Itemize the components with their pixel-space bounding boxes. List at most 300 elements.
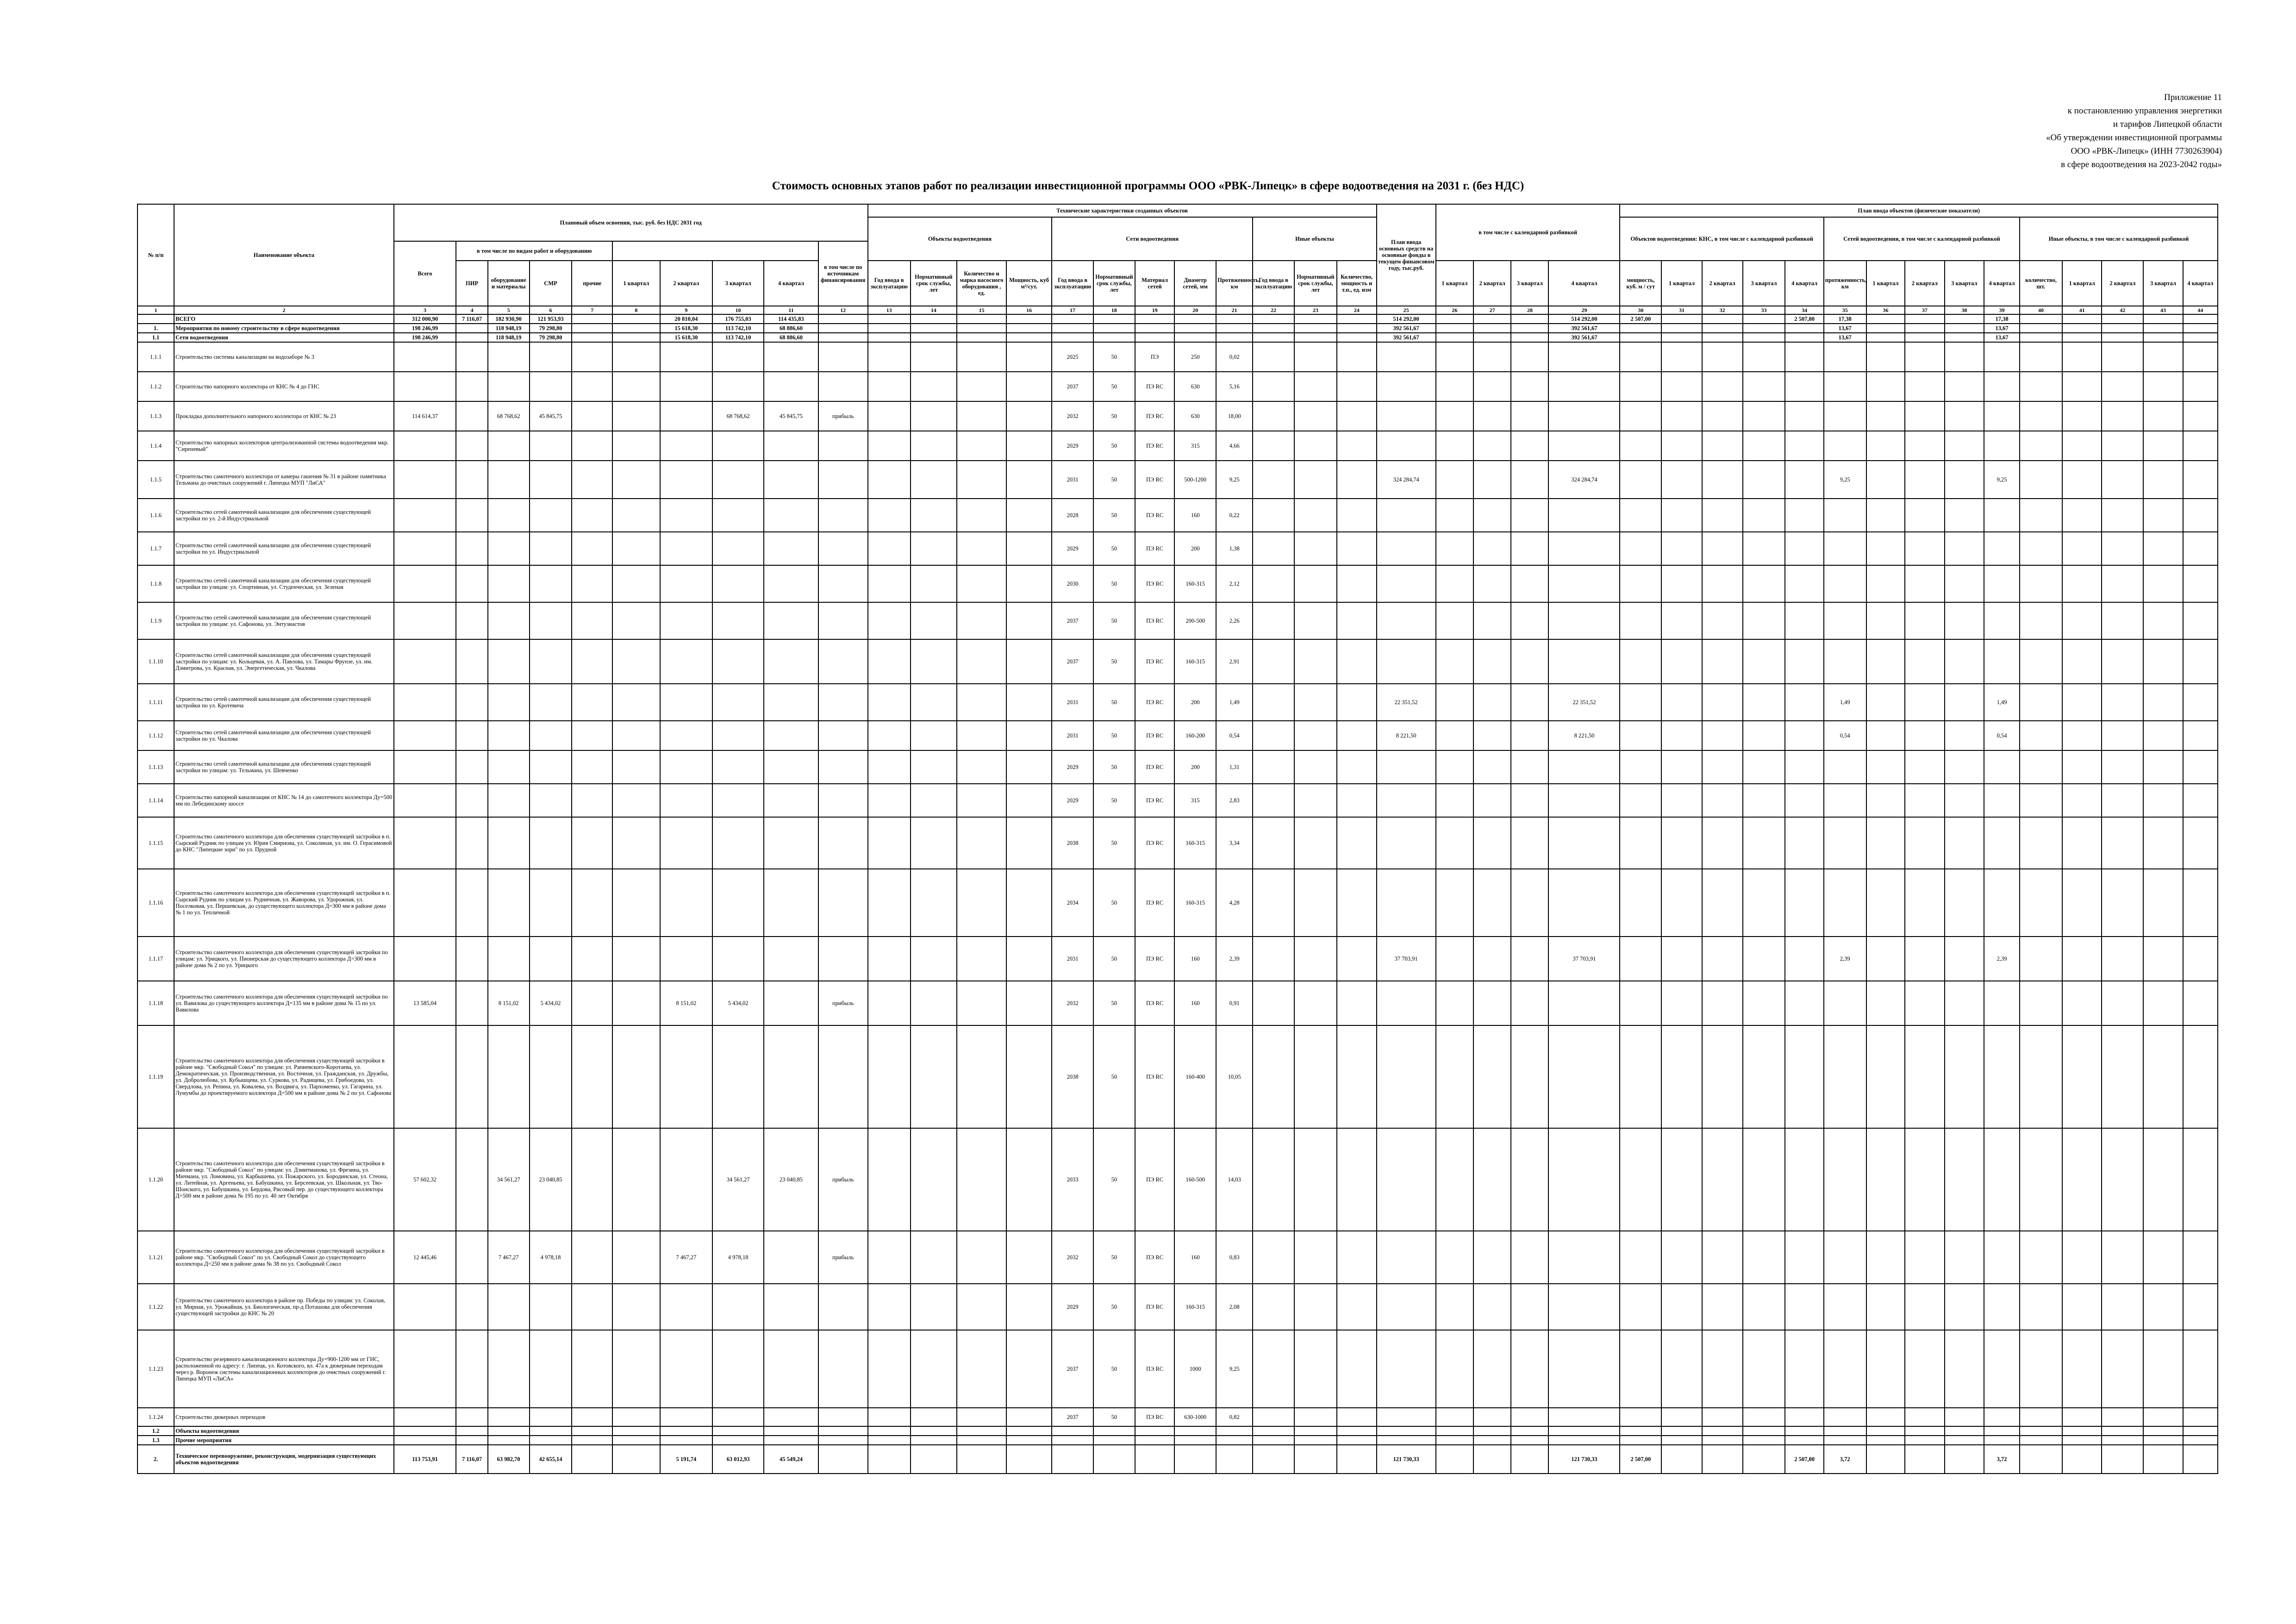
table-cell [1511,324,1548,333]
table-cell [2062,1128,2102,1231]
table-cell [1824,1436,1866,1445]
table-cell [1661,461,1702,499]
table-cell: 2029 [1052,750,1093,784]
table-cell [456,784,487,817]
table-cell: 630 [1174,401,1216,431]
table-cell [530,784,572,817]
table-cell [394,602,456,639]
table-cell [1548,401,1620,431]
table-cell [1216,324,1253,333]
table-cell [1377,1025,1436,1128]
table-cell: 113 742,10 [712,333,764,342]
table-cell [818,565,868,602]
table-cell [1337,1408,1377,1426]
table-cell [612,1445,660,1474]
table-cell: 324 284,74 [1548,461,1620,499]
table-cell [530,639,572,684]
column-number: 37 [1905,306,1945,314]
table-cell [612,602,660,639]
table-cell [612,684,660,721]
table-row [137,1231,2218,1284]
table-cell [530,869,572,937]
table-cell [764,532,818,565]
table-cell [660,1330,712,1408]
table-cell [868,1231,911,1284]
table-cell [1905,981,1945,1025]
table-cell [1473,1445,1511,1474]
table-cell [1984,981,2020,1025]
column-number: 16 [1006,306,1052,314]
table-cell [2062,1436,2102,1445]
table-cell [572,1231,612,1284]
table-cell [488,372,530,401]
table-cell [2062,499,2102,532]
table-cell [1945,721,1984,750]
table-cell [957,750,1006,784]
table-cell [1945,817,1984,869]
table-cell [868,401,911,431]
table-cell [868,499,911,532]
table-cell: 121 953,93 [530,314,572,324]
table-cell [1661,602,1702,639]
header-equipment: оборудование и материалы [488,261,530,306]
table-cell [1743,869,1785,937]
table-cell [1824,750,1866,784]
table-row [137,639,2218,684]
table-cell [1743,937,1785,981]
table-cell [612,342,660,372]
table-cell [1743,431,1785,461]
table-cell [957,499,1006,532]
table-cell [764,499,818,532]
table-cell [1661,342,1702,372]
table-cell: 1000 [1174,1330,1216,1408]
table-cell [764,1025,818,1128]
table-cell [1824,1284,1866,1330]
table-cell [1473,1408,1511,1426]
row-number: 1.1.20 [137,1128,174,1231]
table-cell [1702,784,1743,817]
table-cell: 182 930,90 [488,314,530,324]
table-cell: ПЭ RC [1135,684,1175,721]
table-cell [911,721,957,750]
table-cell [818,869,868,937]
table-cell [1984,784,2020,817]
row-number: 1.1.15 [137,817,174,869]
table-cell [1337,532,1377,565]
row-number: 1.1.17 [137,937,174,981]
table-cell [1661,1231,1702,1284]
table-cell [911,1436,957,1445]
table-cell: 50 [1093,1284,1135,1330]
table-cell [1945,937,1984,981]
table-cell [1785,1284,1823,1330]
table-cell: 5 434,02 [712,981,764,1025]
table-cell: 113 753,91 [394,1445,456,1474]
table-cell [818,602,868,639]
table-cell [1052,1426,1093,1436]
table-cell [911,639,957,684]
table-cell [1702,1025,1743,1128]
table-cell [818,817,868,869]
table-cell [1253,1436,1294,1445]
header-q3s: 3 квартал [1511,261,1548,306]
table-cell [2102,532,2143,565]
table-cell: 68 768,62 [488,401,530,431]
table-cell [1661,324,1702,333]
table-cell: ПЭ RC [1135,784,1175,817]
table-cell: 0,22 [1216,499,1253,532]
table-cell [911,750,957,784]
table-cell [1216,1436,1253,1445]
table-cell [2102,721,2143,750]
table-cell [1945,372,1984,401]
column-number: 11 [764,306,818,314]
table-cell [1473,1025,1511,1128]
table-cell [2020,684,2062,721]
column-number: 39 [1984,306,2020,314]
table-cell [660,684,712,721]
table-cell [1294,401,1337,431]
table-cell [394,721,456,750]
table-cell [1620,784,1661,817]
table-cell [1253,750,1294,784]
table-cell: 50 [1093,1025,1135,1128]
table-cell [1548,1330,1620,1408]
table-cell [1006,461,1052,499]
table-cell [488,499,530,532]
table-cell: 113 742,10 [712,324,764,333]
table-cell [911,1330,957,1408]
table-cell [1511,1445,1548,1474]
table-cell [1620,565,1661,602]
table-cell [1945,981,1984,1025]
table-cell [2143,937,2183,981]
table-cell: 42 655,14 [530,1445,572,1474]
table-cell [1253,372,1294,401]
table-cell: 514 292,00 [1548,314,1620,324]
table-cell: 50 [1093,461,1135,499]
table-cell [2183,817,2218,869]
column-number: 42 [2102,306,2143,314]
table-row [137,314,2218,324]
table-cell [572,1436,612,1445]
table-cell: ПЭ RC [1135,401,1175,431]
table-cell [1866,1231,1905,1284]
table-cell [1548,1426,1620,1436]
table-cell: 2030 [1052,565,1093,602]
table-cell [2143,499,2183,532]
table-cell [1006,981,1052,1025]
table-cell: 18,00 [1216,401,1253,431]
table-cell [1436,1231,1473,1284]
table-cell [1337,817,1377,869]
table-cell [456,721,487,750]
table-cell [712,1025,764,1128]
table-cell: 13,67 [1824,324,1866,333]
table-cell [957,314,1006,324]
table-cell [530,1426,572,1436]
table-cell [1294,721,1337,750]
table-row [137,499,2218,532]
table-cell: 2031 [1052,461,1093,499]
table-cell [1785,750,1823,784]
column-number: 24 [1337,306,1377,314]
table-cell [2183,565,2218,602]
table-cell [488,1330,530,1408]
table-cell [1984,565,2020,602]
header-volume: Плановый объем освоения, тыс. руб. без НДС 2031 год [394,204,868,241]
column-number: 7 [572,306,612,314]
row-number: 1.1.4 [137,431,174,461]
table-cell [1473,639,1511,684]
table-cell [2102,431,2143,461]
table-cell [1905,372,1945,401]
header-ph-other-q3: 3 квартал [2143,261,2183,306]
table-cell: 200 [1174,532,1216,565]
table-cell [2183,981,2218,1025]
table-cell: ПЭ RC [1135,372,1175,401]
table-cell [957,1436,1006,1445]
column-number: 30 [1620,306,1661,314]
table-cell [1905,565,1945,602]
table-cell [1377,532,1436,565]
object-name: Строительство сетей самотечной канализации для обеспечения существующей застройки по улицам: ул. Сафонова, ул. Энтузиастов [174,602,394,639]
column-number: 38 [1945,306,1984,314]
table-cell [1620,461,1661,499]
table-row [137,1445,2218,1474]
table-cell [1905,684,1945,721]
table-cell [2102,750,2143,784]
table-cell [1785,1426,1823,1436]
table-cell [660,532,712,565]
table-cell [456,981,487,1025]
table-cell [1436,684,1473,721]
table-cell [1984,499,2020,532]
table-cell [1337,1436,1377,1445]
table-cell [1743,1330,1785,1408]
table-cell [572,499,612,532]
table-cell [1984,817,2020,869]
appendix-block [1666,91,2222,171]
table-cell [2183,1128,2218,1231]
table-cell [1337,869,1377,937]
table-cell [2183,1231,2218,1284]
table-cell [957,721,1006,750]
object-name: Строительство сетей самотечной канализации для обеспечения существующей застройки по улицам: ул. Кольцевая, ул. А. Павлова, ул. Тамары Фрунзе, ул. им. Дзмитрова, ул. Красная, ул. Энергетическая, ул. Чкалова [174,639,394,684]
table-cell [530,1025,572,1128]
table-cell [1702,817,1743,869]
table-cell [1511,639,1548,684]
table-cell [2062,602,2102,639]
table-cell: 200-500 [1174,602,1216,639]
table-cell [1473,602,1511,639]
table-cell [2183,750,2218,784]
table-cell: 7 116,07 [456,314,487,324]
header-ph-wobj-q4: 4 квартал [1785,261,1823,306]
table-cell [1785,817,1823,869]
table-cell [1620,333,1661,342]
object-name: Объекты водоотведения [174,1426,394,1436]
table-cell: 9,25 [1216,461,1253,499]
table-cell [530,937,572,981]
table-cell: прибыль [818,1231,868,1284]
table-cell [1006,684,1052,721]
table-cell [1006,431,1052,461]
table-cell [2020,721,2062,750]
column-number: 41 [2062,306,2102,314]
table-cell [394,461,456,499]
table-cell [868,431,911,461]
row-number: 1.1.8 [137,565,174,602]
table-cell [1824,431,1866,461]
table-cell [2183,784,2218,817]
table-cell [1743,721,1785,750]
table-cell [868,639,911,684]
column-number: 19 [1135,306,1175,314]
table-cell [1866,565,1905,602]
column-number: 12 [818,306,868,314]
table-cell [1620,602,1661,639]
header-q2: 2 квартал [660,261,712,306]
table-cell [2102,1284,2143,1330]
table-cell [1473,981,1511,1025]
table-cell [712,499,764,532]
table-cell [1337,981,1377,1025]
table-cell: 160-315 [1174,565,1216,602]
table-cell: 200 [1174,750,1216,784]
row-number: 1.1.23 [137,1330,174,1408]
table-cell [1294,937,1337,981]
table-cell [1135,333,1175,342]
table-cell [2102,499,2143,532]
table-cell [1294,1445,1337,1474]
row-number: 1.1.1 [137,342,174,372]
table-cell [660,937,712,981]
table-cell [1006,1025,1052,1128]
table-cell [1006,1284,1052,1330]
table-cell [2020,1426,2062,1436]
table-cell [572,565,612,602]
table-cell [660,565,712,602]
table-cell [1702,1128,1743,1231]
table-row [137,461,2218,499]
table-cell [2062,1408,2102,1426]
object-name: Строительство самотечного коллектора от камеры гашения № 31 в районе памятника Тельмана до очистных сооружений г. Липецка МУП "ЛиСА" [174,461,394,499]
table-cell [612,639,660,684]
table-cell [1743,532,1785,565]
table-cell [1473,1330,1511,1408]
row-number: 1.1.11 [137,684,174,721]
table-cell [612,532,660,565]
column-number: 2 [174,306,394,314]
table-cell [1620,750,1661,784]
table-cell [2062,684,2102,721]
header-oo-qty: Количество, мощность и т.п., ед. изм [1337,261,1377,306]
column-number: 9 [660,306,712,314]
table-cell [868,1445,911,1474]
table-cell: 2,26 [1216,602,1253,639]
table-cell: 12 445,46 [394,1231,456,1284]
table-cell [1743,1231,1785,1284]
table-cell: 198 246,99 [394,324,456,333]
table-cell [1377,1408,1436,1426]
table-cell: 324 284,74 [1377,461,1436,499]
table-cell: ПЭ RC [1135,1128,1175,1231]
table-cell [911,1231,957,1284]
table-cell [1006,721,1052,750]
table-cell [1702,602,1743,639]
table-cell [1702,1436,1743,1445]
table-cell [712,1330,764,1408]
table-cell [1436,324,1473,333]
table-cell [2062,342,2102,372]
object-name: Прокладка дополнительного напорного коллектора от КНС № 23 [174,401,394,431]
table-cell [1866,1408,1905,1426]
table-cell [394,784,456,817]
table-cell [1337,639,1377,684]
table-cell [1473,937,1511,981]
table-cell [1905,1330,1945,1408]
table-cell [1702,937,1743,981]
table-cell [394,1426,456,1436]
table-cell [911,1426,957,1436]
table-cell [1436,565,1473,602]
table-cell [868,565,911,602]
table-cell [911,1284,957,1330]
table-cell [1473,721,1511,750]
table-cell: 63 012,93 [712,1445,764,1474]
table-cell [1006,784,1052,817]
table-cell [572,639,612,684]
table-cell [911,937,957,981]
header-ph-wobj: Объектов водоотведения: КНС, в том числе с календарной разбивкой [1620,217,1823,261]
table-cell: 50 [1093,431,1135,461]
table-cell [1785,1231,1823,1284]
table-cell [2062,1231,2102,1284]
table-cell [712,784,764,817]
table-cell [2102,937,2143,981]
table-cell [712,431,764,461]
table-cell [1436,817,1473,869]
table-cell [530,1408,572,1426]
table-cell: 50 [1093,869,1135,937]
table-cell [456,532,487,565]
table-cell [1661,784,1702,817]
table-cell [1337,342,1377,372]
table-cell [1006,1426,1052,1436]
table-cell [1337,602,1377,639]
table-cell [1785,937,1823,981]
table-cell [1436,372,1473,401]
table-cell [612,401,660,431]
header-ph-nets-q4: 4 квартал [1984,261,2020,306]
table-cell: 50 [1093,401,1135,431]
table-cell [2020,1445,2062,1474]
column-number: 33 [1743,306,1785,314]
header-net-material: Материал сетей [1135,261,1175,306]
table-cell [1377,1284,1436,1330]
table-cell [1661,1025,1702,1128]
table-cell [1377,1128,1436,1231]
table-cell [957,784,1006,817]
table-cell [660,499,712,532]
table-cell [1511,499,1548,532]
table-cell [1905,1408,1945,1426]
table-cell [1548,750,1620,784]
table-cell [1548,869,1620,937]
table-cell [764,817,818,869]
